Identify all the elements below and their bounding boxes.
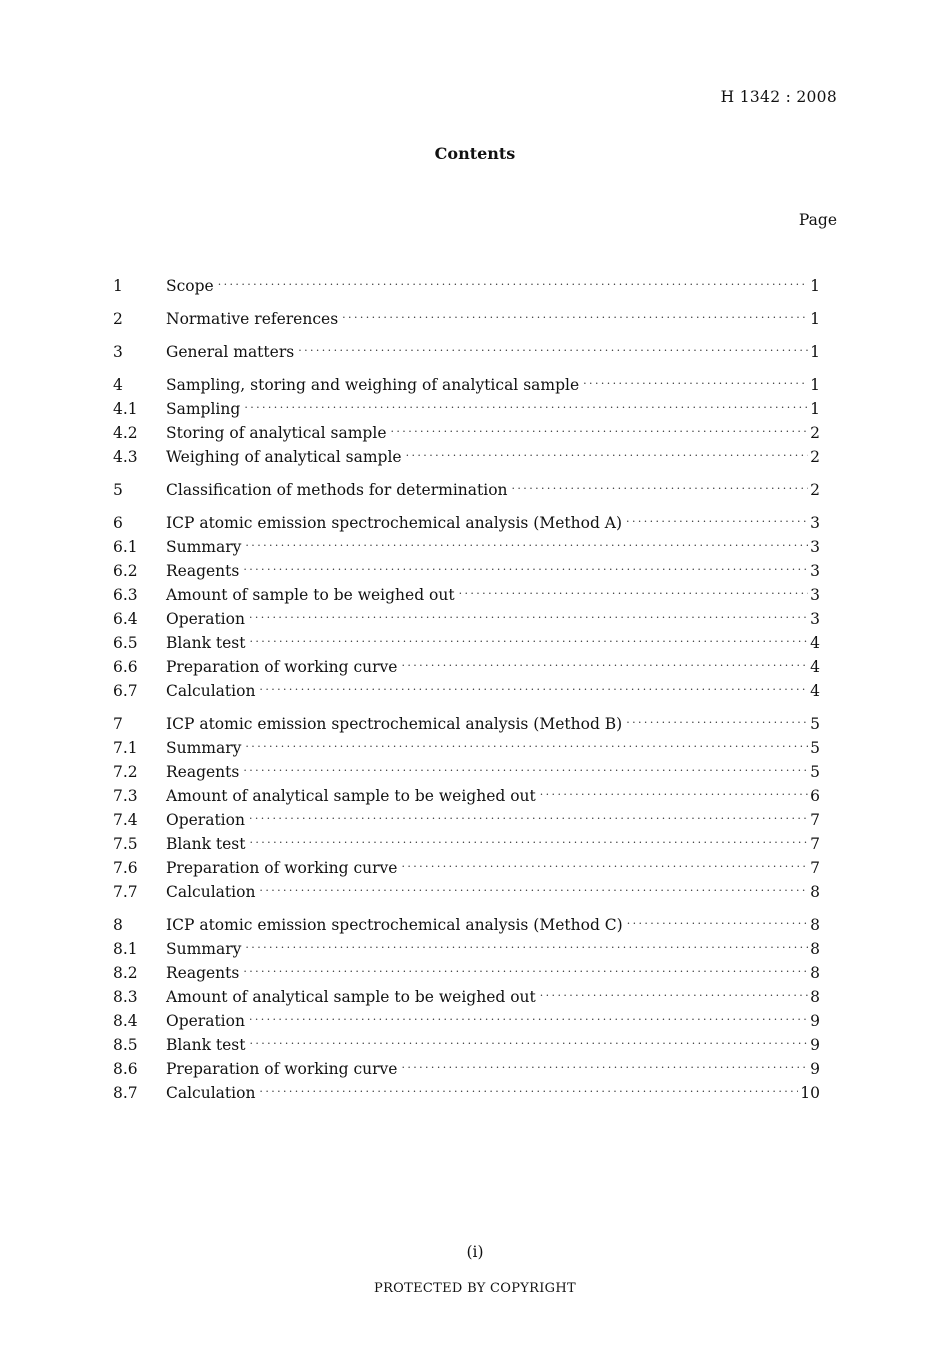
toc-entry-page: 8	[810, 940, 820, 958]
toc-entry-page: 10	[800, 1084, 820, 1102]
toc-entry-number: 6	[113, 514, 123, 532]
toc-entry-number: 8	[113, 916, 123, 934]
toc-entry[interactable]	[113, 808, 820, 832]
toc-entry-number: 6.6	[113, 658, 138, 676]
toc-entry-number: 8.3	[113, 988, 138, 1006]
toc-entry-title: Classification of methods for determination	[166, 481, 508, 499]
toc-entry-title: Reagents	[166, 763, 240, 781]
toc-entry-number: 7.5	[113, 835, 138, 853]
toc-dot-leader	[259, 678, 808, 702]
toc-entry-number: 4.3	[113, 448, 138, 466]
toc-entry-number: 6.2	[113, 562, 138, 580]
toc-entry-title: ICP atomic emission spectrochemical analysis (Method A)	[166, 514, 623, 532]
toc-entry-number: 6.1	[113, 538, 138, 556]
toc-entry-title: Summary	[166, 739, 242, 757]
toc-dot-leader	[244, 396, 808, 420]
toc-entry-title: ICP atomic emission spectrochemical analysis (Method B)	[166, 715, 623, 733]
toc-entry-title: General matters	[166, 343, 295, 361]
toc-entry-number: 8.4	[113, 1012, 138, 1030]
toc-dot-leader	[245, 735, 808, 759]
toc-entry[interactable]	[113, 1081, 820, 1105]
toc-dot-leader	[249, 630, 808, 654]
toc-entry-page: 1	[810, 277, 820, 295]
toc-dot-leader	[245, 534, 808, 558]
toc-entry[interactable]	[113, 373, 820, 397]
toc-entry[interactable]	[113, 784, 820, 808]
toc-entry-page: 5	[810, 715, 820, 733]
toc-entry[interactable]	[113, 1009, 820, 1033]
toc-entry-page: 1	[810, 343, 820, 361]
toc-entry[interactable]	[113, 679, 820, 703]
toc-entry[interactable]	[113, 307, 820, 331]
toc-entry-title: Sampling, storing and weighing of analytical sample	[166, 376, 580, 394]
toc-entry-title: Preparation of working curve	[166, 658, 398, 676]
toc-dot-leader	[401, 855, 808, 879]
toc-entry-title: Calculation	[166, 883, 256, 901]
toc-dot-leader	[243, 759, 808, 783]
toc-entry-page: 7	[810, 859, 820, 877]
toc-dot-leader	[342, 306, 808, 330]
toc-entry-title: Storing of analytical sample	[166, 424, 387, 442]
toc-dot-leader	[298, 339, 808, 363]
toc-entry-page: 5	[810, 739, 820, 757]
toc-dot-leader	[249, 807, 808, 831]
toc-entry-title: Scope	[166, 277, 214, 295]
toc-entry[interactable]	[113, 880, 820, 904]
toc-entry-page: 3	[810, 586, 820, 604]
toc-entry-title: Summary	[166, 940, 242, 958]
toc-entry[interactable]	[113, 937, 820, 961]
toc-entry-page: 3	[810, 610, 820, 628]
toc-entry-title: Preparation of working curve	[166, 859, 398, 877]
toc-entry-title: Reagents	[166, 964, 240, 982]
toc-entry-page: 1	[810, 400, 820, 418]
page-column-label: Page	[798, 211, 837, 229]
toc-entry[interactable]	[113, 535, 820, 559]
toc-entry-number: 8.6	[113, 1060, 138, 1078]
toc-entry-number: 8.7	[113, 1084, 138, 1102]
toc-entry[interactable]	[113, 985, 820, 1009]
toc-entry-title: Operation	[166, 811, 245, 829]
footer-copyright: PROTECTED BY COPYRIGHT	[374, 1281, 576, 1296]
toc-entry[interactable]	[113, 445, 820, 469]
toc-entry-number: 6.7	[113, 682, 138, 700]
toc-entry-page: 4	[810, 634, 820, 652]
page-title: Contents	[434, 144, 516, 163]
toc-dot-leader	[218, 273, 808, 297]
toc-entry-page: 8	[810, 883, 820, 901]
toc-dot-leader	[243, 558, 808, 582]
toc-entry-title: Preparation of working curve	[166, 1060, 398, 1078]
toc-dot-leader	[401, 654, 808, 678]
toc-entry[interactable]	[113, 631, 820, 655]
toc-entry-page: 3	[810, 562, 820, 580]
toc-entry[interactable]	[113, 397, 820, 421]
toc-dot-leader	[243, 960, 808, 984]
toc-entry-number: 7.6	[113, 859, 138, 877]
toc-entry-page: 8	[810, 988, 820, 1006]
toc-entry-number: 8.5	[113, 1036, 138, 1054]
toc-entry-number: 4	[113, 376, 123, 394]
toc-entry-number: 8.1	[113, 940, 138, 958]
toc-entry-title: Blank test	[166, 634, 246, 652]
toc-entry[interactable]	[113, 856, 820, 880]
toc-entry-number: 7.4	[113, 811, 138, 829]
toc-entry-page: 9	[810, 1060, 820, 1078]
toc-entry-title: Operation	[166, 1012, 245, 1030]
toc-dot-leader	[540, 984, 808, 1008]
toc-entry-number: 7.3	[113, 787, 138, 805]
toc-entry-title: Normative references	[166, 310, 339, 328]
toc-entry[interactable]	[113, 913, 820, 937]
toc-entry[interactable]	[113, 583, 820, 607]
toc-entry-number: 6.5	[113, 634, 138, 652]
toc-entry-number: 4.2	[113, 424, 138, 442]
toc-entry-page: 2	[810, 424, 820, 442]
toc-dot-leader	[627, 912, 808, 936]
toc-entry-number: 8.2	[113, 964, 138, 982]
toc-dot-leader	[626, 711, 808, 735]
toc-entry-title: Amount of analytical sample to be weighed out	[166, 988, 536, 1006]
toc-entry[interactable]	[113, 340, 820, 364]
toc-entry-page: 2	[810, 481, 820, 499]
toc-entry[interactable]	[113, 760, 820, 784]
toc-entry[interactable]	[113, 274, 820, 298]
toc-dot-leader	[401, 1056, 808, 1080]
toc-entry[interactable]	[113, 511, 820, 535]
toc-entry-number: 4.1	[113, 400, 138, 418]
toc-entry[interactable]	[113, 961, 820, 985]
toc-dot-leader	[245, 936, 808, 960]
toc-entry-page: 4	[810, 658, 820, 676]
toc-dot-leader	[391, 420, 809, 444]
toc-entry[interactable]	[113, 832, 820, 856]
toc-dot-leader	[249, 831, 808, 855]
toc-entry-title: Weighing of analytical sample	[166, 448, 402, 466]
toc-dot-leader	[540, 783, 808, 807]
toc-entry-page: 6	[810, 787, 820, 805]
footer-page-number: (i)	[466, 1243, 484, 1261]
toc-entry-page: 4	[810, 682, 820, 700]
toc-entry-title: Blank test	[166, 835, 246, 853]
toc-entry[interactable]	[113, 607, 820, 631]
document-id: H 1342 : 2008	[720, 88, 837, 106]
table-of-contents	[113, 274, 820, 1105]
toc-entry-title: Amount of analytical sample to be weighed out	[166, 787, 536, 805]
toc-dot-leader	[626, 510, 808, 534]
toc-entry[interactable]	[113, 736, 820, 760]
toc-dot-leader	[406, 444, 809, 468]
toc-entry[interactable]	[113, 478, 820, 502]
toc-entry-page: 3	[810, 514, 820, 532]
toc-entry-title: Amount of sample to be weighed out	[166, 586, 455, 604]
toc-entry[interactable]	[113, 1033, 820, 1057]
toc-entry-page: 9	[810, 1012, 820, 1030]
toc-entry-number: 2	[113, 310, 123, 328]
toc-entry-page: 9	[810, 1036, 820, 1054]
toc-entry-title: Blank test	[166, 1036, 246, 1054]
toc-entry-number: 6.3	[113, 586, 138, 604]
toc-entry-number: 7.7	[113, 883, 138, 901]
toc-entry-title: ICP atomic emission spectrochemical analysis (Method C)	[166, 916, 623, 934]
toc-entry-title: Sampling	[166, 400, 241, 418]
toc-entry-page: 5	[810, 763, 820, 781]
toc-entry-page: 8	[810, 916, 820, 934]
toc-entry[interactable]	[113, 1057, 820, 1081]
toc-entry[interactable]	[113, 655, 820, 679]
toc-entry[interactable]	[113, 712, 820, 736]
toc-entry-page: 7	[810, 835, 820, 853]
toc-entry-number: 7.2	[113, 763, 138, 781]
toc-dot-leader	[512, 477, 809, 501]
toc-entry-number: 1	[113, 277, 123, 295]
toc-entry-title: Calculation	[166, 682, 256, 700]
toc-entry-number: 7	[113, 715, 123, 733]
toc-entry-page: 8	[810, 964, 820, 982]
toc-entry[interactable]	[113, 421, 820, 445]
toc-entry-title: Operation	[166, 610, 245, 628]
toc-entry-number: 6.4	[113, 610, 138, 628]
toc-entry[interactable]	[113, 559, 820, 583]
toc-entry-page: 7	[810, 811, 820, 829]
toc-entry-page: 1	[810, 376, 820, 394]
toc-dot-leader	[249, 606, 808, 630]
toc-entry-page: 3	[810, 538, 820, 556]
toc-dot-leader	[259, 879, 808, 903]
toc-dot-leader	[249, 1008, 808, 1032]
toc-entry-number: 5	[113, 481, 123, 499]
toc-dot-leader	[259, 1080, 798, 1104]
toc-entry-number: 7.1	[113, 739, 138, 757]
toc-entry-title: Reagents	[166, 562, 240, 580]
toc-entry-title: Calculation	[166, 1084, 256, 1102]
toc-entry-page: 2	[810, 448, 820, 466]
toc-entry-page: 1	[810, 310, 820, 328]
toc-entry-number: 3	[113, 343, 123, 361]
toc-dot-leader	[249, 1032, 808, 1056]
toc-entry-title: Summary	[166, 538, 242, 556]
toc-dot-leader	[459, 582, 809, 606]
toc-dot-leader	[583, 372, 808, 396]
